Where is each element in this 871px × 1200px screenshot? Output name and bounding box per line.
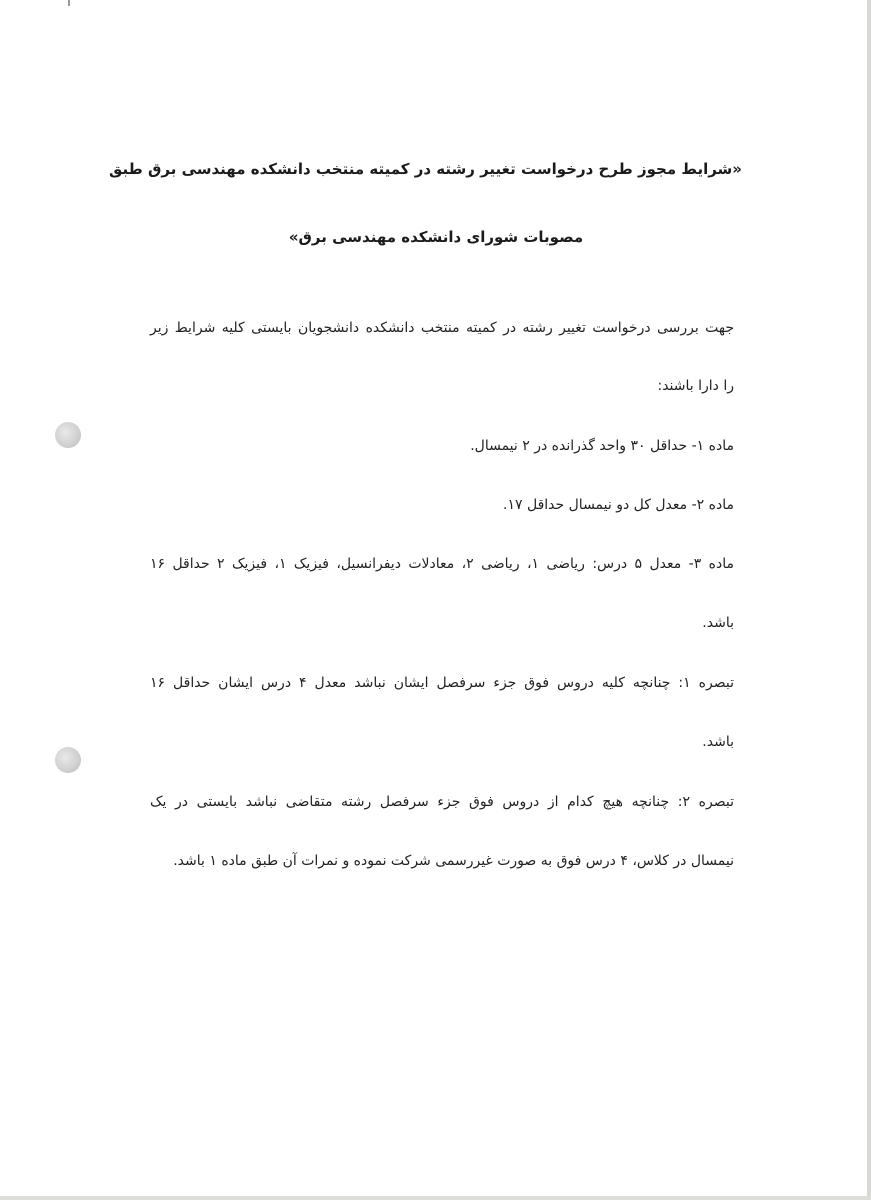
page-edge-bottom [0,1196,871,1200]
article-1: ماده ۱- حداقل ۳۰ واحد گذرانده در ۲ نیمسال. [470,438,734,454]
note-2-line-2: نیمسال در کلاس، ۴ درس فوق به صورت غیررسمی شرکت نموده و نمرات آن طبق ماده ۱ باشد. [173,853,734,869]
document-title-line-2: مصوبات شورای دانشکده مهندسی برق» [288,228,584,246]
article-2: ماده ۲- معدل کل دو نیمسال حداقل ۱۷. [503,497,734,513]
note-1-line-1: تبصره ۱: چنانچه کلیه دروس فوق جزء سرفصل ایشان نباشد معدل ۴ درس ایشان حداقل ۱۶ [150,675,734,691]
note-1-line-2: باشد. [702,734,734,750]
scan-speck [68,0,70,6]
note-2-line-1: تبصره ۲: چنانچه هیچ کدام از دروس فوق جزء سرفصل رشته متقاضی نباشد بایستی در یک [150,794,734,810]
document-title-line-1: «شرایط مجوز طرح درخواست تغییر رشته در کمیته منتخب دانشکده مهندسی برق طبق [109,160,742,178]
article-3-line-1: ماده ۳- معدل ۵ درس: ریاضی ۱، ریاضی ۲، معادلات دیفرانسیل، فیزیک ۱، فیزیک ۲ حداقل ۱۶ [150,556,734,572]
intro-line-1: جهت بررسی درخواست تغییر رشته در کمیته منتخب دانشکده دانشجویان بایستی کلیه شرایط زیر [150,320,734,336]
punch-hole-bottom [55,747,81,773]
intro-line-2: را دارا باشند: [657,378,734,394]
page-edge-right [867,0,871,1200]
article-3-line-2: باشد. [702,615,734,631]
punch-hole-top [55,422,81,448]
